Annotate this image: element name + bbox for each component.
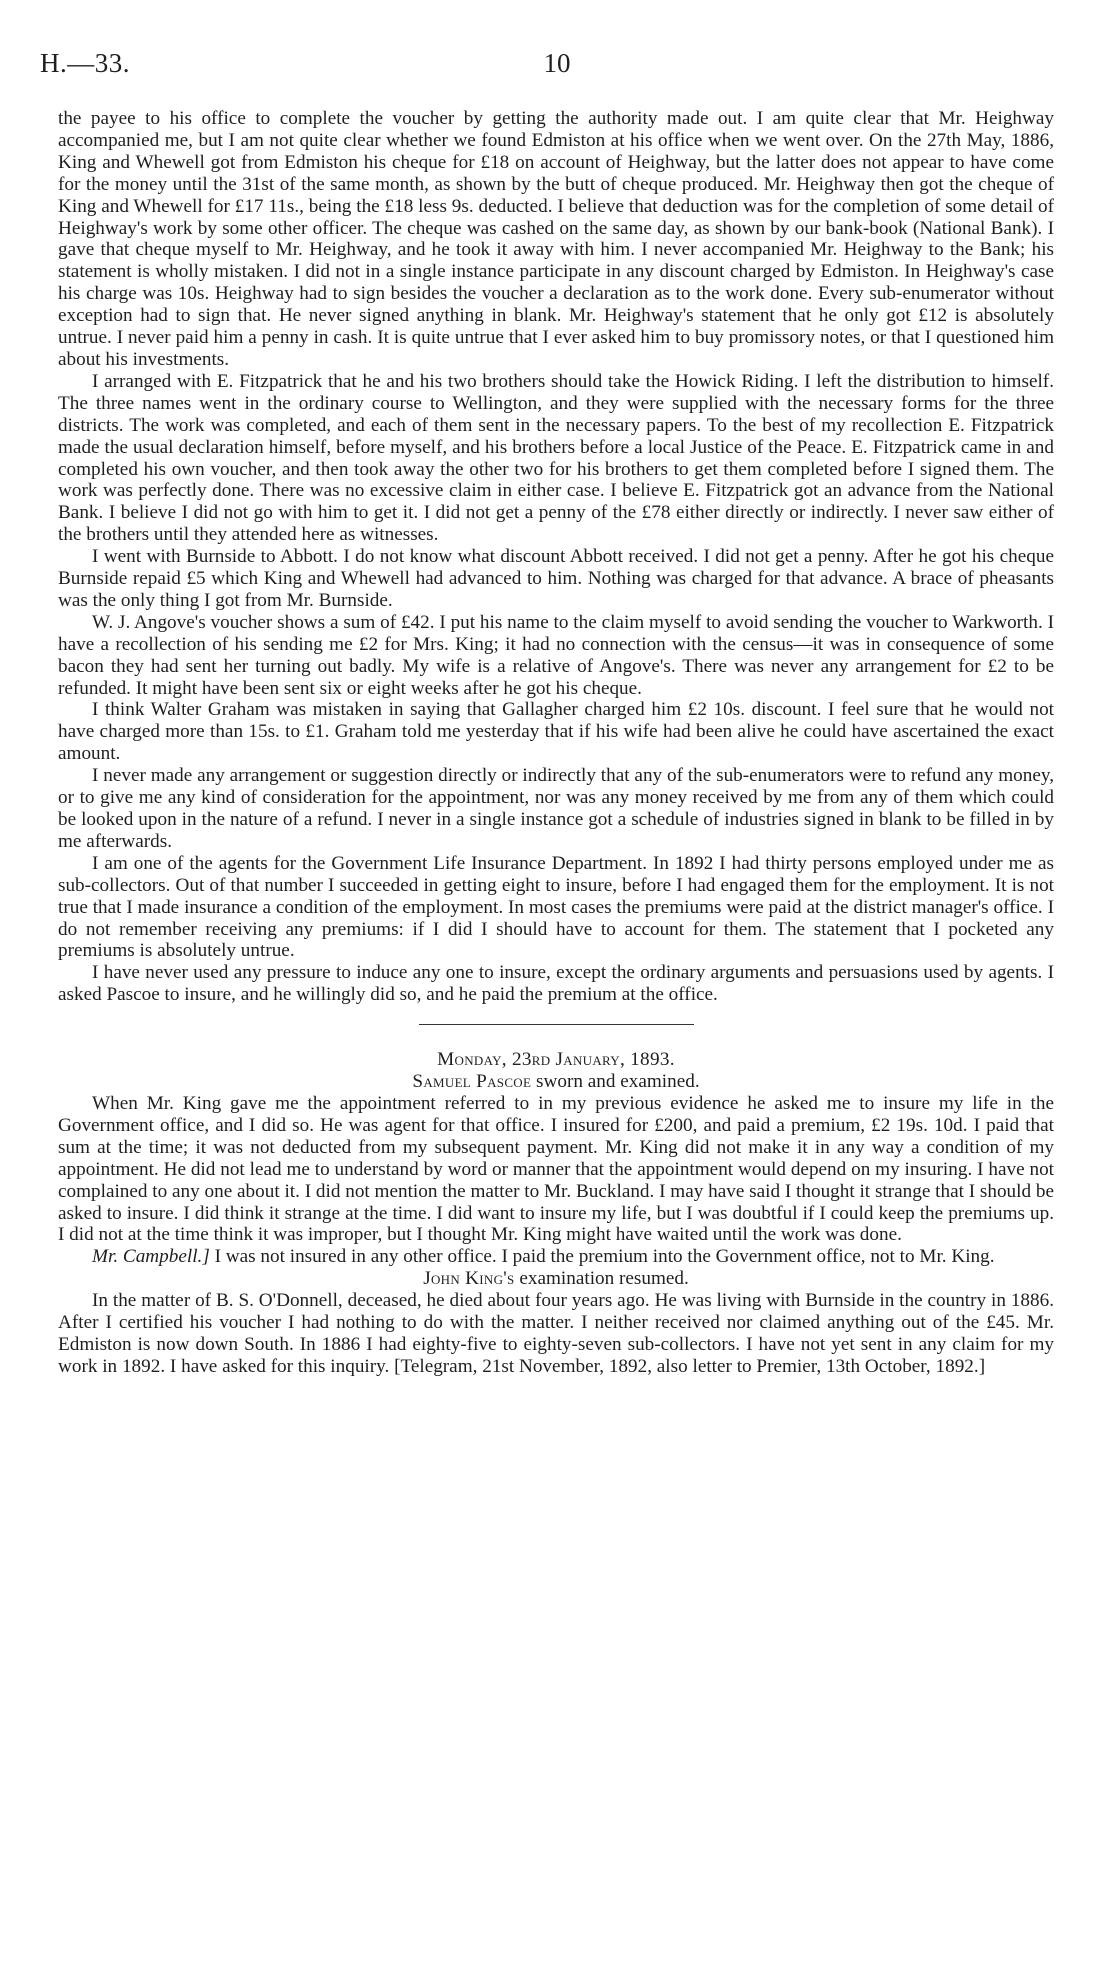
paragraph: I have never used any pressure to induce any one to insure, except the ordinary arguments and persuasions used by agents. I asked Pascoe to insure, and he willingly did so, and he paid the premium at the office. [58, 962, 1054, 1006]
page-number: 10 [543, 48, 571, 78]
document-body [58, 108, 1054, 1378]
section-divider [419, 1024, 694, 1025]
question-answer: I was not insured in any other office. I paid the premium into the Government office, not to Mr. King. [209, 1246, 995, 1268]
session-date: Monday, 23rd January, 1893. [437, 1049, 675, 1071]
paragraph: I went with Burnside to Abbott. I do not know what discount Abbott received. I did not get a penny. After he got his cheque Burnside repaid £5 which King and Whewell had advanced to him. Nothing was charged for that advance. A brace of pheasants was the only thing I got from Mr. Burnside. [58, 546, 1054, 611]
resumed-heading [58, 1268, 1054, 1290]
resumed-witness-name: John King's [423, 1268, 515, 1290]
paragraph: When Mr. King gave me the appointment referred to in my previous evidence he asked me to insure my life in the Government office, and I did so. He was agent for that office. I insured for £200, and paid a premium, £2 19s. 10d. I paid that sum at the time; it was not deducted from my subsequent payment. Mr. King did not make it in any way a condition of my appointment. He did not lead me to understand by word or manner that the appointment would depend on my insuring. I have not complained to any one about it. I did not mention the matter to Mr. Buckland. I may have said I thought it strange that I should be asked to insure. I did think it strange at the time. I did want to insure my life, but I was doubtful if I could keep the premiums up. I did not at the time think it was improper, but I thought Mr. King might have waited until the work was done. [58, 1092, 1054, 1246]
paragraph: W. J. Angove's voucher shows a sum of £42. I put his name to the claim myself to avoid sending the voucher to Warkworth. I have a recollection of his sending me £2 for Mrs. King; it had no connection with the census—it was in consequence of some bacon they had sent her turning out badly. My wife is a relative of Angove's. There was never any arrangement for £2 to be refunded. It might have been sent six or eight weeks after he got his cheque. [58, 611, 1054, 699]
resumed-heading-suffix: examination resumed. [514, 1268, 689, 1290]
witness-heading [58, 1071, 1054, 1093]
witness-heading-suffix: sworn and examined. [531, 1071, 700, 1093]
paragraph: I arranged with E. Fitzpatrick that he and his two brothers should take the Howick Riding. I left the distribution to himself. The three names went in the ordinary course to Wellington, and they were supplied with the necessary forms for the three districts. The work was completed, and each of them sent in the necessary papers. To the best of my recollection E. Fitzpatrick made the usual declaration himself, before myself, and his brothers before a local Justice of the Peace. E. Fitzpatrick came in and completed his own voucher, and then took away the other two for his brothers to get them completed before I signed them. The work was perfectly done. There was no excessive claim in either case. I believe E. Fitzpatrick got an advance from the National Bank. I believe I did not go with him to get it. I did not get a penny of the £78 either directly or indirectly. I never saw either of the brothers until they attended here as witnesses. [58, 370, 1054, 546]
paragraph: I never made any arrangement or suggestion directly or indirectly that any of the sub-enumerators were to refund any money, or to give me any kind of consideration for the appointment, nor was any money received by me from any of them which could be looked upon in the nature of a refund. I never in a single instance got a schedule of industries signed in blank to be filled in by me afterwards. [58, 765, 1054, 852]
paragraph: I am one of the agents for the Government Life Insurance Department. In 1892 I had thirty persons employed under me as sub-collectors. Out of that number I succeeded in getting eight to insure, before I had engaged them for the employment. It is not true that I made insurance a condition of the employment. In most cases the premiums were paid at the district manager's office. I do not remember receiving any premiums: if I did I should have to account for them. The statement that I pocketed any premiums is absolutely untrue. [58, 852, 1054, 962]
witness-name: Samuel Pascoe [412, 1071, 532, 1093]
question-speaker: Mr. Campbell.] [92, 1246, 210, 1268]
page-header [40, 48, 1074, 88]
question-paragraph [58, 1246, 1054, 1268]
paragraph: the payee to his office to complete the voucher by getting the authority made out. I am quite clear that Mr. Heighway accompanied me, but I am not quite clear whether we found Edmiston at his office when we went over. On the 27th May, 1886, King and Whewell got from Edmiston his cheque for £18 on account of Heighway, but the latter does not appear to have come for the money until the 31st of the same month, as shown by the butt of cheque produced. Mr. Heighway then got the cheque of King and Whewell for £17 11s., being the £18 less 9s. deducted. I believe that deduction was for the completion of some detail of Heighway's work by some other officer. The cheque was cashed on the same day, as shown by our bank-book (National Bank). I gave that cheque myself to Mr. Heighway, and he took it away with him. I never accompanied Mr. Heighway to the Bank; his statement is wholly mistaken. I did not in a single instance participate in any discount charged by Edmiston. In Heighway's case his charge was 10s. Heighway had to sign besides the voucher a declaration as to the work done. Every sub-enumerator without exception had to sign that. He never signed anything in blank. Mr. Heighway's statement that he only got £12 is absolutely untrue. I never paid him a penny in cash. It is quite untrue that I ever asked him to buy promissory notes, or that I questioned him about his investments. [58, 108, 1054, 370]
document-id: H.—33. [40, 48, 130, 78]
paragraph: In the matter of B. S. O'Donnell, deceased, he died about four years ago. He was living with Burnside in the country in 1886. After I certified his voucher I had nothing to do with the matter. I neither received nor claimed anything out of the £45. Mr. Edmiston is now down South. In 1886 I had eighty-five to eighty-seven sub-collectors. I have not yet sent in any claim for my work in 1892. I have asked for this inquiry. [Telegram, 21st November, 1892, also letter to Premier, 13th October, 1892.] [58, 1290, 1054, 1377]
paragraph: I think Walter Graham was mistaken in saying that Gallagher charged him £2 10s. discount. I feel sure that he would not have charged more than 15s. to £1. Graham told me yesterday that if his wife had been alive he could have ascertained the exact amount. [58, 699, 1054, 765]
